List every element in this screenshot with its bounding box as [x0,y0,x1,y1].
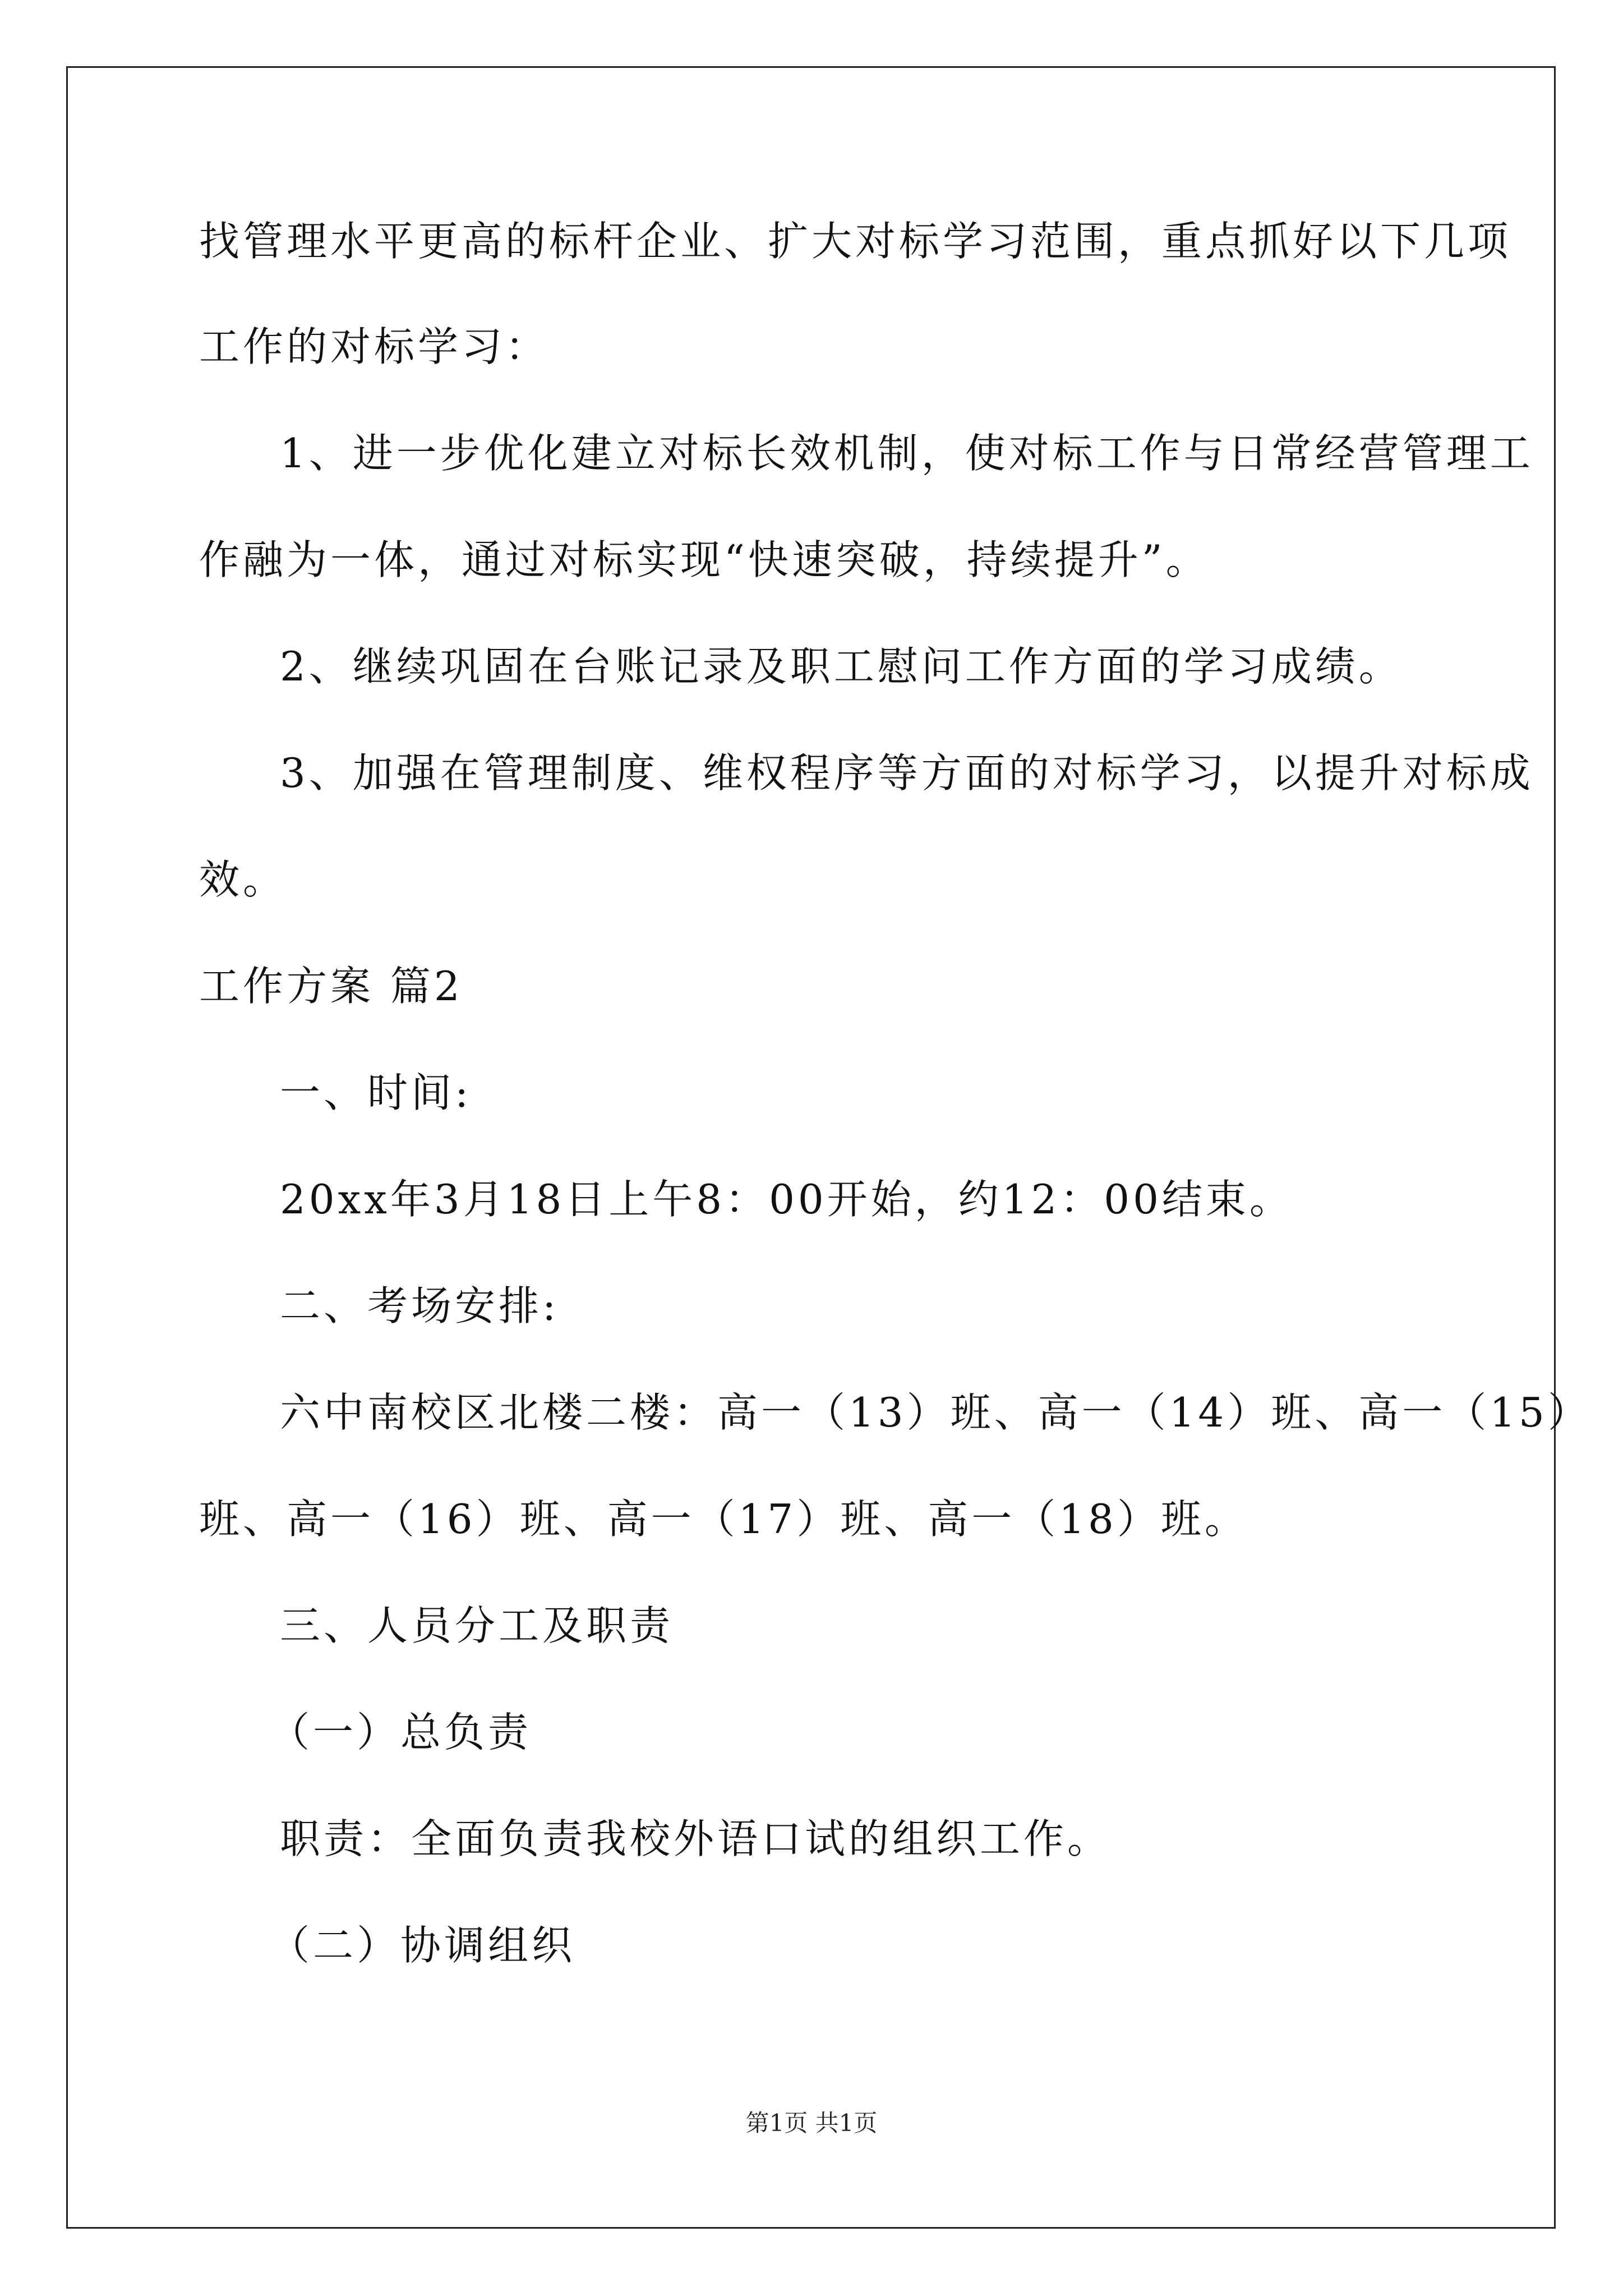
subheading: 一、时间: [280,1069,472,1116]
list-item: 2、继续巩固在台账记录及职工慰问工作方面的学习成绩。 [280,643,1403,690]
text-line: 效。 [199,856,287,903]
subheading: 三、人员分工及职责 [280,1602,674,1649]
subheading: 二、考场安排: [280,1282,560,1329]
text-line: 20xx年3月18日上午8：00开始，约12：00结束。 [280,1176,1293,1223]
section-heading: 工作方案 篇2 [199,963,463,1010]
text-line: 职责：全面负责我校外语口试的组织工作。 [280,1815,1112,1862]
text-line: 作融为一体，通过对标实现“快速突破，持续提升”。 [199,536,1210,583]
text-line: 六中南校区北楼二楼：高一（13）班、高一（14）班、高一（15） [280,1389,1592,1436]
list-item: 1、进一步优化建立对标长效机制，使对标工作与日常经营管理工 [280,430,1534,477]
subheading: （二）协调组织 [269,1922,576,1969]
page-border [66,66,1556,2229]
text-line: 找管理水平更高的标杆企业、扩大对标学习范围，重点抓好以下几项 [199,218,1512,265]
list-item: 3、加强在管理制度、维权程序等方面的对标学习，以提升对标成 [280,749,1534,797]
text-line: 工作的对标学习： [199,323,550,370]
page-footer: 第1页 共1页 [745,2109,878,2137]
subheading: （一）总负责 [269,1709,532,1756]
text-line: 班、高一（16）班、高一（17）班、高一（18）班。 [199,1496,1248,1543]
